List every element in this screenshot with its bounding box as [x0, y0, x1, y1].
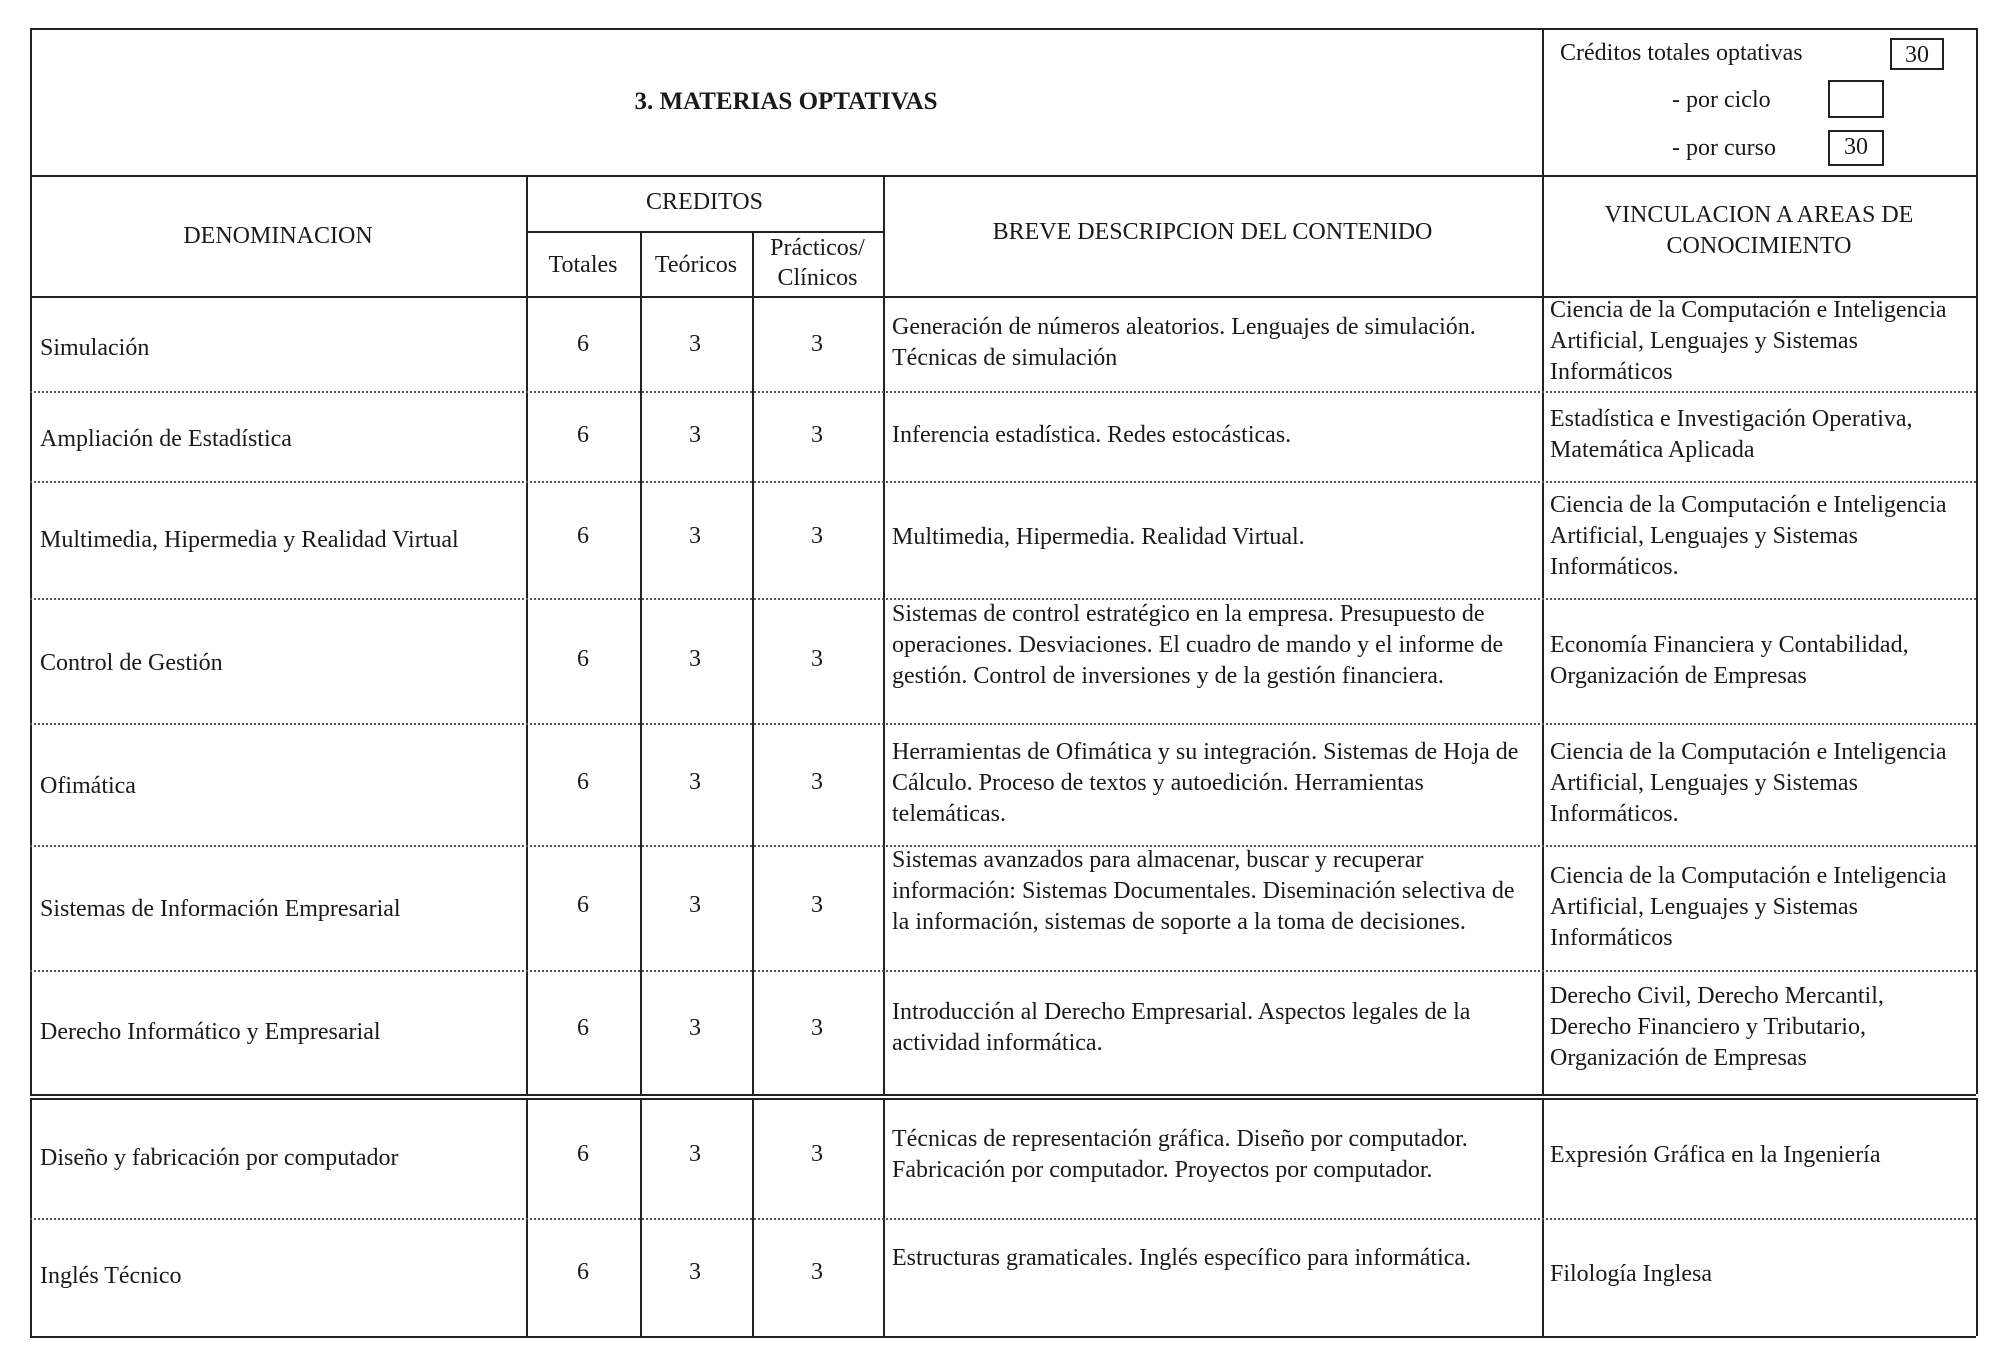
row-description: Estructuras gramaticales. Inglés específico para informática.: [892, 1245, 1472, 1271]
row-name: Control de Gestión: [40, 650, 223, 676]
credits-total-label: Créditos totales optativas: [1560, 40, 1803, 66]
row-description: Técnicas de representación gráfica. Diseño por computador. Fabricación por computador. Proyectos por computador.: [892, 1126, 1468, 1183]
col-descripcion: BREVE DESCRIPCION DEL CONTENIDO: [992, 219, 1433, 245]
row-name: Derecho Informático y Empresarial: [40, 1019, 381, 1045]
col-practicos: Prácticos/ Clínicos: [770, 235, 865, 291]
row-practicos: 3: [811, 523, 823, 549]
row-practicos: 3: [811, 1015, 823, 1041]
col-teoricos: Teóricos: [654, 252, 738, 278]
row-areas: Ciencia de la Computación e Inteligencia Artificial, Lenguajes y Sistemas Informáticos: [1550, 863, 1947, 951]
row-totales: 6: [577, 422, 589, 448]
row-totales: 6: [577, 331, 589, 357]
row-totales: 6: [577, 1141, 589, 1167]
row-totales: 6: [577, 1259, 589, 1285]
row-name: Diseño y fabricación por computador: [40, 1145, 399, 1171]
row-teoricos: 3: [689, 331, 701, 357]
row-areas: Economía Financiera y Contabilidad, Organización de Empresas: [1550, 632, 1909, 689]
row-description: Multimedia, Hipermedia. Realidad Virtual.: [892, 524, 1305, 550]
row-teoricos: 3: [689, 523, 701, 549]
per-cycle-label: - por ciclo: [1672, 87, 1771, 113]
row-description: Herramientas de Ofimática y su integración. Sistemas de Hoja de Cálculo. Proceso de textos y autoedición. Herramientas telemáticas.: [892, 739, 1519, 827]
row-teoricos: 3: [689, 1259, 701, 1285]
row-teoricos: 3: [689, 769, 701, 795]
row-areas: Ciencia de la Computación e Inteligencia Artificial, Lenguajes y Sistemas Informáticos.: [1550, 739, 1947, 827]
row-name: Inglés Técnico: [40, 1263, 182, 1289]
row-areas: Estadística e Investigación Operativa, Matemática Aplicada: [1550, 406, 1913, 463]
page-title: 3. MATERIAS OPTATIVAS: [634, 88, 938, 115]
row-teoricos: 3: [689, 892, 701, 918]
per-cycle-box: [1828, 80, 1884, 118]
col-vinculacion: VINCULACION A AREAS DE CONOCIMIENTO: [1604, 202, 1914, 259]
per-course-box: 30: [1828, 130, 1884, 166]
row-name: Ofimática: [40, 773, 136, 799]
per-course-label: - por curso: [1672, 135, 1776, 161]
row-teoricos: 3: [689, 1141, 701, 1167]
row-totales: 6: [577, 769, 589, 795]
row-practicos: 3: [811, 892, 823, 918]
row-areas: Ciencia de la Computación e Inteligencia Artificial, Lenguajes y Sistemas Informáticos.: [1550, 492, 1947, 580]
row-practicos: 3: [811, 1141, 823, 1167]
row-description: Sistemas de control estratégico en la empresa. Presupuesto de operaciones. Desviaciones. El cuadro de mando y el informe de gestión. Control de inversiones y de la gestión financiera.: [892, 601, 1504, 689]
row-practicos: 3: [811, 769, 823, 795]
credits-total-box: 30: [1890, 38, 1944, 70]
row-areas: Filología Inglesa: [1550, 1261, 1712, 1287]
row-areas: Derecho Civil, Derecho Mercantil, Derecho Financiero y Tributario, Organización de Empresas: [1550, 983, 1884, 1071]
row-description: Generación de números aleatorios. Lenguajes de simulación. Técnicas de simulación: [892, 314, 1476, 371]
row-practicos: 3: [811, 646, 823, 672]
row-name: Sistemas de Información Empresarial: [40, 896, 401, 922]
col-totales: Totales: [548, 252, 618, 278]
row-name: Ampliación de Estadística: [40, 426, 292, 452]
row-practicos: 3: [811, 331, 823, 357]
row-teoricos: 3: [689, 1015, 701, 1041]
row-areas: Expresión Gráfica en la Ingeniería: [1550, 1142, 1881, 1168]
row-practicos: 3: [811, 422, 823, 448]
row-totales: 6: [577, 892, 589, 918]
row-description: Inferencia estadística. Redes estocásticas.: [892, 422, 1292, 448]
row-totales: 6: [577, 1015, 589, 1041]
row-totales: 6: [577, 646, 589, 672]
row-practicos: 3: [811, 1259, 823, 1285]
row-description: Sistemas avanzados para almacenar, buscar y recuperar información: Sistemas Documentales. Diseminación selectiva de la información, sistemas de soporte a la toma de decisiones.: [892, 847, 1515, 935]
row-teoricos: 3: [689, 646, 701, 672]
col-creditos: CREDITOS: [646, 189, 763, 215]
row-areas: Ciencia de la Computación e Inteligencia Artificial, Lenguajes y Sistemas Informáticos: [1550, 297, 1947, 385]
row-teoricos: 3: [689, 422, 701, 448]
row-name: Simulación: [40, 335, 150, 361]
row-name: Multimedia, Hipermedia y Realidad Virtual: [40, 527, 459, 553]
row-description: Introducción al Derecho Empresarial. Aspectos legales de la actividad informática.: [892, 999, 1471, 1056]
col-denominacion: DENOMINACION: [183, 223, 373, 249]
row-totales: 6: [577, 523, 589, 549]
